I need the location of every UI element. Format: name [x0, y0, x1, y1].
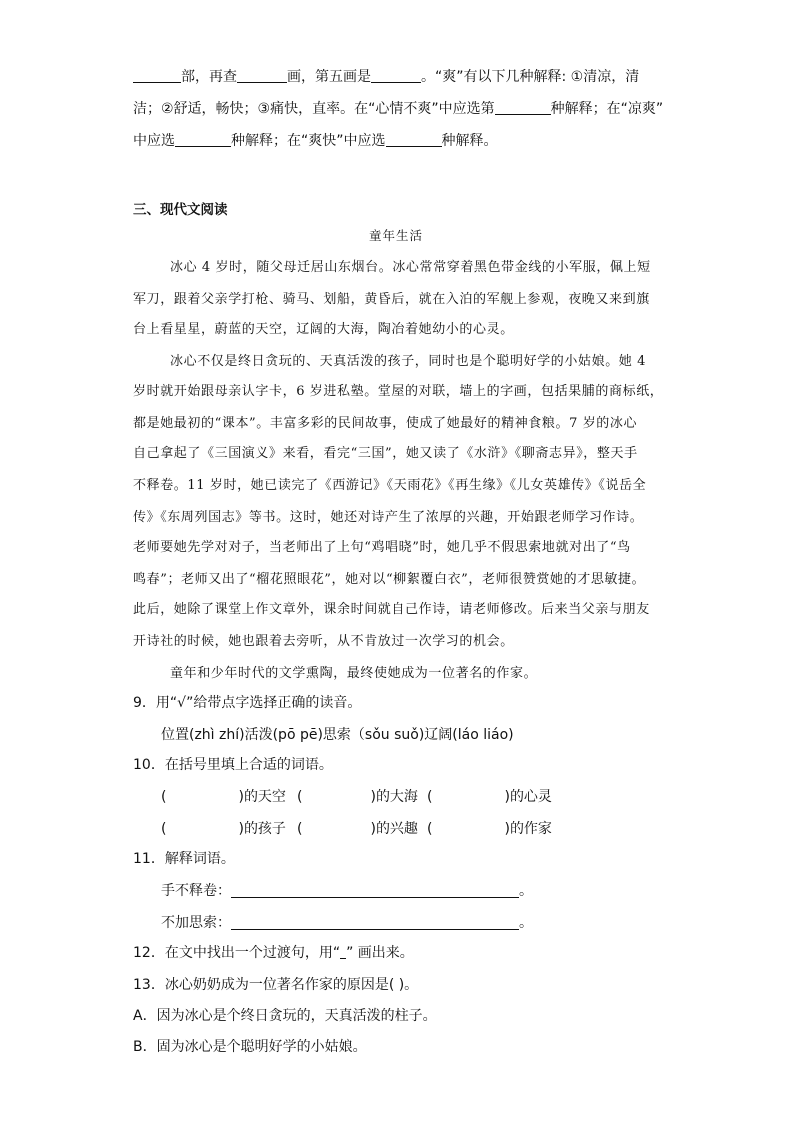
q10-row-2 — [161, 818, 286, 838]
blank[interactable] — [175, 132, 231, 147]
text: 种解释；在“爽快”中应选 — [231, 133, 386, 149]
answer-paren[interactable]: ) — [238, 821, 244, 837]
answer-paren[interactable]: ( — [427, 789, 433, 805]
word-suffix: 的心灵 — [509, 789, 552, 805]
text: 。“爽”有以下几种解释: ①清凉，清 — [421, 69, 640, 85]
q10-row-2c — [427, 818, 552, 838]
question-9-options[interactable]: 位置(zhì zhí)活泼(pō pē)思索（sǒu suǒ)辽阔(láo liáo) — [161, 727, 514, 743]
q13-option-b[interactable]: B．固为冰心是个聪明好学的小姑娘。 — [133, 1039, 367, 1055]
text: 画，第五画是 — [287, 69, 371, 85]
passage-line: 开诗社的时候，她也跟着去旁听，从不肯放过一次学习的机会。 — [133, 634, 514, 649]
text: 部，再查 — [181, 69, 237, 85]
text: 洁；②舒适，畅快；③痛快，直率。在“心情不爽”中应选第 — [133, 101, 495, 117]
answer-paren[interactable]: ( — [427, 821, 433, 837]
answer-paren[interactable]: ( — [297, 789, 303, 805]
answer-paren[interactable]: ) — [238, 789, 244, 805]
answer-paren[interactable]: ( — [161, 789, 167, 805]
term-label: 不加思索： — [161, 915, 231, 931]
q13-option-a[interactable]: A．因为冰心是个终日贪玩的，天真活泼的柱子。 — [133, 1008, 437, 1024]
fill-line-1 — [133, 66, 639, 86]
passage-title: 童年生活 — [369, 228, 424, 243]
answer-paren[interactable]: ) — [504, 789, 510, 805]
text: 中应选 — [133, 133, 175, 149]
word-suffix: 的孩子 — [243, 821, 286, 837]
answer-line[interactable] — [231, 915, 519, 930]
text: 种解释；在“凉爽” — [550, 101, 664, 117]
section-heading: 三、现代文阅读 — [133, 202, 228, 218]
text: ” 画出来。 — [346, 945, 414, 961]
q10-row-2b — [297, 818, 418, 838]
passage-line: 老师要她先学对对子，当老师出了上句“鸡唱晓”时，她几乎不假思索地就对出了“鸟 — [133, 540, 631, 555]
answer-paren[interactable]: ( — [161, 821, 167, 837]
text: 种解释。 — [441, 133, 498, 149]
word-suffix: 的作家 — [509, 821, 552, 837]
question-13: 13．冰心奶奶成为一位著名作家的原因是( )。 — [133, 977, 419, 993]
answer-paren[interactable]: ) — [504, 821, 510, 837]
passage-line: 台上看星星，蔚蓝的天空，辽阔的大海，陶冶着她幼小的心灵。 — [133, 322, 514, 337]
text: 。 — [519, 915, 533, 931]
q11-item-1 — [161, 880, 533, 900]
passage-line: 传》《东周列国志》等书。这时，她还对诗产生了浓厚的兴趣，开始跟老师学习作诗。 — [133, 510, 644, 525]
passage-line: 鸣春”；老师又出了“榴花照眼花”，她对以“柳絮覆白衣”，老师很赞赏她的才思敏捷。 — [133, 572, 646, 587]
answer-line[interactable] — [231, 883, 519, 898]
fill-line-2 — [133, 98, 663, 118]
passage-line: 军刀，跟着父亲学打枪、骑马、划船，黄昏后，就在入泊的军舰上参观，夜晚又来到旗 — [133, 292, 650, 307]
word-suffix: 的天空 — [243, 789, 286, 805]
term-label: 手不释卷： — [161, 883, 231, 899]
text: 12．在文中找出一个过渡句，用“ — [133, 945, 341, 961]
passage-line: 自己拿起了《三国演义》来看，看完“三国”，她又读了《水浒》《聊斋志异》，整天手 — [133, 446, 638, 461]
passage-line: 岁时就开始跟母亲认字卡，6 岁进私塾。堂屋的对联，墙上的字画，包括果脯的商标纸， — [133, 384, 664, 399]
q10-row-1 — [161, 786, 286, 806]
question-9: 9．用“√”给带点字选择正确的读音。 — [133, 695, 362, 711]
blank[interactable] — [237, 68, 287, 83]
q10-row-1c — [427, 786, 552, 806]
q11-item-2 — [161, 912, 533, 932]
passage-line: 不释卷。11 岁时，她已读完了《西游记》《天雨花》《再生缘》《儿女英雄传》《说岳全 — [133, 478, 647, 493]
word-suffix: 的大海 — [375, 789, 418, 805]
answer-paren[interactable]: ( — [297, 821, 303, 837]
word-suffix: 的兴趣 — [375, 821, 418, 837]
answer-paren[interactable]: ) — [370, 821, 376, 837]
answer-paren[interactable]: ) — [370, 789, 376, 805]
question-10: 10．在括号里填上合适的词语。 — [133, 757, 333, 773]
blank[interactable] — [133, 68, 181, 83]
passage-line: 此后，她除了课堂上作文章外，课余时间就自己作诗，请老师修改。后来当父亲与朋友 — [133, 602, 650, 617]
fill-line-3 — [133, 130, 498, 150]
passage-line: 都是她最初的“课本”。丰富多彩的民间故事，使成了她最好的精神食粮。7 岁的冰心 — [133, 416, 638, 431]
question-12 — [133, 942, 414, 962]
blank[interactable] — [495, 100, 551, 115]
question-11: 11．解释词语。 — [133, 851, 235, 867]
q10-row-1b — [297, 786, 418, 806]
blank[interactable] — [371, 68, 421, 83]
text: 。 — [519, 883, 533, 899]
passage-line: 童年和少年时代的文学熏陶，最终使她成为一位著名的作家。 — [170, 666, 538, 681]
passage-line: 冰心 4 岁时，随父母迁居山东烟台。冰心常常穿着黑色带金线的小军服，佩上短 — [170, 260, 651, 275]
blank[interactable] — [386, 132, 442, 147]
passage-line: 冰心不仅是终日贪玩的、天真活泼的孩子，同时也是个聪明好学的小姑娘。她 4 — [170, 354, 647, 369]
